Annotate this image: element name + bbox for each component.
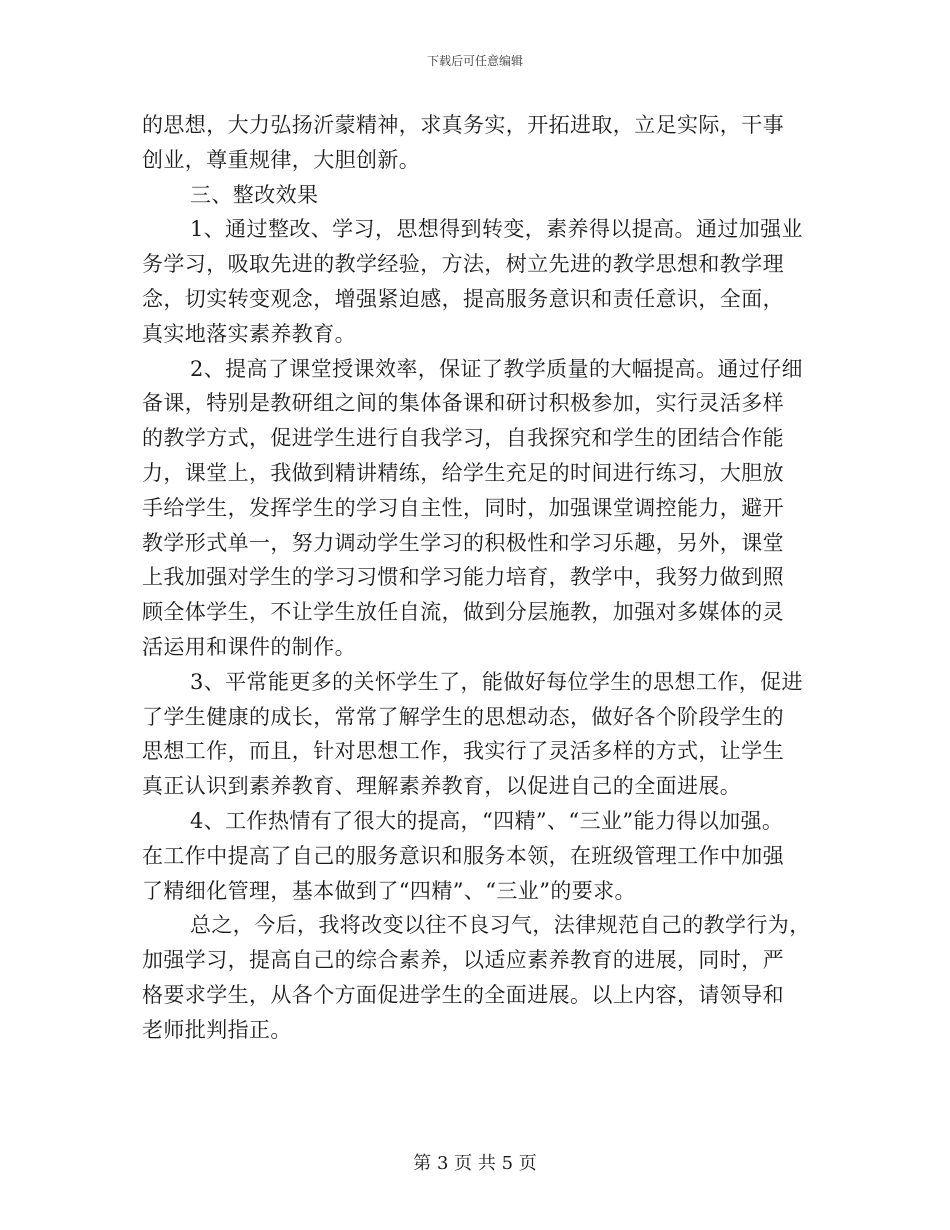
text-line: 上我加强对学生的学习习惯和学习能力培育，教学中，我努力做到照 (142, 565, 784, 590)
text-line: 真正认识到素养教育、理解素养教育，以促进自己的全面进展。 (142, 774, 742, 799)
text-line: 教学形式单一，努力调动学生学习的积极性和学习乐趣，另外，课堂 (142, 530, 784, 555)
text-line: 4、工作热情有了很大的提高，“四精”、“三业”能力得以加强。 (190, 808, 784, 833)
text-line: 活运用和课件的制作。 (142, 634, 356, 659)
text-line: 在工作中提高了自己的服务意识和服务本领，在班级管理工作中加强 (142, 843, 784, 868)
text-line: 1、通过整改、学习，思想得到转变，素养得以提高。通过加强业 (190, 217, 803, 242)
text-line: 2、提高了课堂授课效率，保证了教学质量的大幅提高。通过仔细 (190, 356, 803, 381)
text-line: 念，切实转变观念，增强紧迫感，提高服务意识和责任意识，全面， (142, 286, 784, 311)
page-number: 第 3 页 共 5 页 (413, 1153, 537, 1174)
text-line: 的教学方式，促进学生进行自我学习，自我探究和学生的团结合作能 (142, 426, 784, 451)
text-line: 顾全体学生，不让学生放任自流，做到分层施教，加强对多媒体的灵 (142, 600, 784, 625)
text-line: 力，课堂上，我做到精讲精练，给学生充足的时间进行练习，大胆放 (142, 460, 784, 485)
text-line: 3、平常能更多的关怀学生了，能做好每位学生的思想工作，促进 (190, 669, 803, 694)
section-heading: 三、整改效果 (190, 182, 319, 207)
text-line: 的思想，大力弘扬沂蒙精神，求真务实，开拓进取，立足实际，干事 (142, 113, 784, 137)
text-line: 真实地落实素养教育。 (142, 321, 356, 346)
text-line: 备课，特别是教研组之间的集体备课和研讨积极参加，实行灵活多样 (142, 391, 784, 416)
text-line: 手给学生，发挥学生的学习自主性，同时，加强课堂调控能力，避开 (142, 495, 784, 520)
document-body (142, 108, 822, 1048)
text-line: 务学习，吸取先进的教学经验，方法，树立先进的教学思想和教学理 (142, 252, 784, 277)
text-line: 了学生健康的成长，常常了解学生的思想动态，做好各个阶段学生的 (142, 704, 784, 729)
text-line: 了精细化管理，基本做到了“四精”、“三业”的要求。 (142, 878, 636, 903)
text-line: 创业，尊重规律，大胆创新。 (142, 147, 421, 172)
text-line: 加强学习，提高自己的综合素养，以适应素养教育的进展，同时，严 (142, 948, 784, 973)
text-line: 思想工作，而且，针对思想工作，我实行了灵活多样的方式，让学生 (142, 739, 784, 764)
page-header: 下载后可任意编辑 (426, 54, 523, 68)
text-line: 老师批判指正。 (142, 1017, 292, 1042)
text-line: 总之，今后，我将改变以往不良习气，法律规范自己的教学行为， (190, 913, 811, 938)
text-line: 格要求学生，从各个方面促进学生的全面进展。以上内容，请领导和 (142, 982, 784, 1007)
